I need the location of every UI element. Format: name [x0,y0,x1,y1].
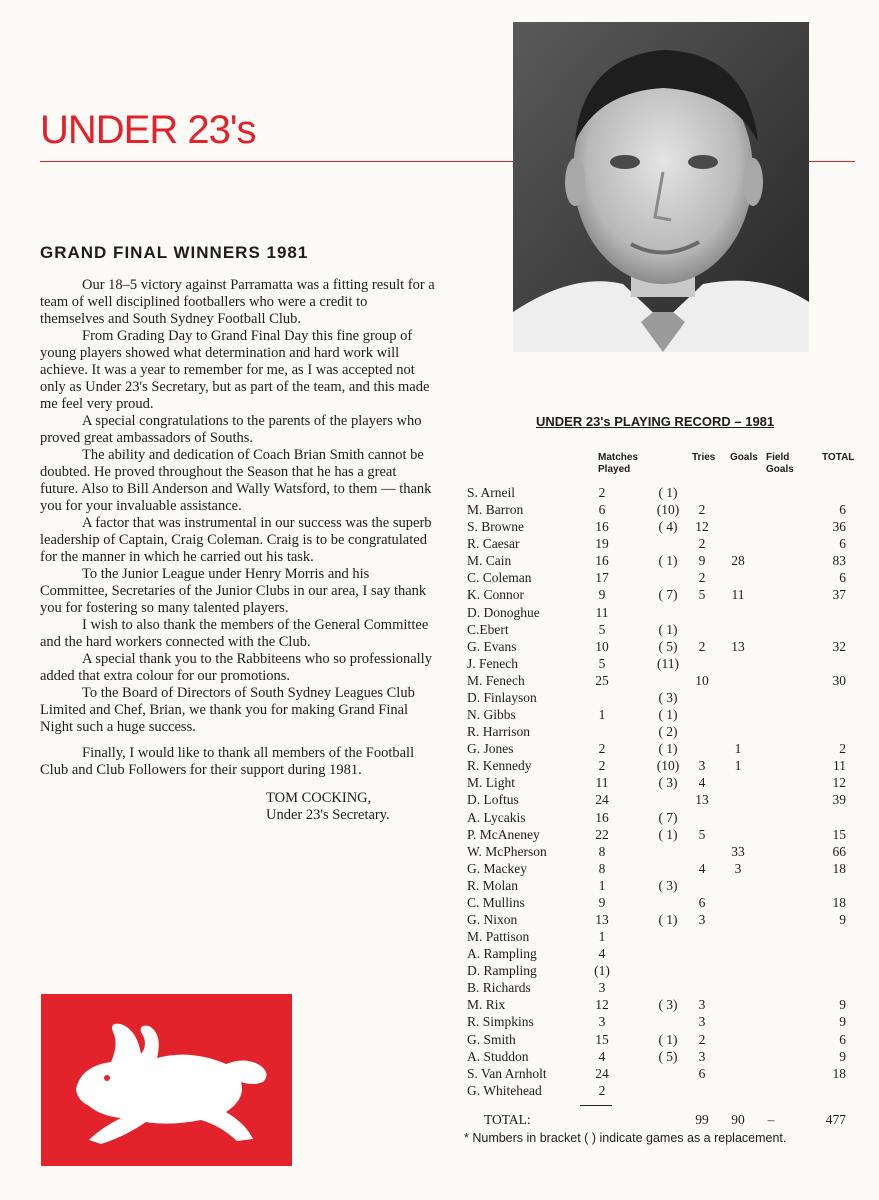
player-name: N. Gibbs [467,707,516,723]
goals: 28 [731,553,745,569]
tries: 6 [698,1065,706,1081]
totals-label: TOTAL: [484,1112,531,1127]
total-points: 18 [832,1065,846,1081]
total-points: 9 [839,997,846,1013]
table-row [0,1065,879,1082]
paragraph: A special congratulations to the parents of the players who proved great ambassadors of Souths. [40,413,422,446]
totals-tries: 99 [695,1112,709,1127]
col-head-field-line2: Goals [766,464,794,475]
matches-played: 9 [598,894,606,910]
matches-played: 4 [598,1048,606,1064]
table-row [0,621,879,638]
total-points: 18 [832,860,846,876]
col-head-field-goals [766,452,794,476]
table-row [0,655,879,672]
table-row [0,826,879,843]
replacement-games: ( 5) [658,638,678,654]
total-points: 9 [839,1014,846,1030]
matches-played: 11 [595,775,609,791]
total-points: 83 [832,553,846,569]
tries: 9 [698,553,706,569]
tries: 3 [698,912,706,927]
player-name: G. Jones [467,741,514,757]
replacement-games: ( 2) [658,724,678,740]
table-row [0,860,879,877]
goals: 1 [734,758,742,774]
matches-played: 1 [598,929,606,945]
matches-played: 1 [598,707,606,723]
total-points: 11 [833,758,846,774]
matches-played: 19 [595,536,609,552]
table-row [0,928,879,945]
tries: 5 [698,826,706,842]
replacement-games: ( 3) [658,689,678,705]
totals-row [0,1111,879,1128]
matches-played: 4 [598,946,606,962]
goals: 33 [731,843,745,859]
total-points: 30 [832,672,846,688]
replacement-games: ( 1) [658,621,678,637]
tries: 3 [698,758,706,774]
tries: 6 [698,894,706,910]
player-name: G. Mackey [467,860,527,876]
signature-name: TOM COCKING, [266,790,372,806]
total-points: 18 [832,894,846,910]
tries: 4 [698,775,706,791]
matches-played: 6 [598,502,606,518]
matches-played: 1 [598,877,606,893]
player-name: M. Barron [467,502,524,518]
tries: 4 [698,860,706,876]
matches-played: 25 [595,672,609,688]
table-row [0,501,879,518]
section-heading: GRAND FINAL WINNERS 1981 [40,243,309,262]
table-row [0,672,879,689]
total-points: 15 [832,826,846,842]
tries: 3 [698,1014,706,1030]
paragraph: I wish to also thank the members of the General Committee and the hard workers connected with the Club. [40,617,429,650]
total-points: 6 [839,536,846,552]
player-name: G. Whitehead [467,1082,542,1098]
goals: 13 [731,638,745,654]
footnote: * Numbers in bracket ( ) indicate games as a replacement. [464,1131,787,1145]
table-row [0,894,879,911]
tries: 3 [698,997,706,1013]
table-row [0,979,879,996]
player-name: S. Browne [467,519,524,535]
player-name: J. Fenech [467,655,518,671]
tries: 3 [698,1048,706,1064]
table-row [0,996,879,1013]
matches-played: 16 [595,553,609,569]
player-name: A. Lycakis [467,809,526,825]
tries: 2 [698,1031,706,1047]
matches-played: 24 [595,1065,609,1081]
player-name: C. Mullins [467,894,525,910]
table-row [0,945,879,962]
col-head-matches-line1: Matches [598,452,639,463]
replacement-games: ( 7) [658,809,678,825]
paragraph: Finally, I would like to thank all members of the Football Club and Club Followers for their support during 1981. [40,745,415,778]
replacement-games: ( 1) [658,741,678,757]
tries: 12 [695,519,709,535]
player-name: S. Van Arnholt [467,1065,547,1081]
table-row [0,809,879,826]
player-name: G. Evans [467,638,517,654]
table-row [0,774,879,791]
replacement-games: ( 1) [658,485,678,500]
paragraph: From Grading Day to Grand Final Day this fine group of young players showed what determination and hard work will achieve. It was a year to remember for me, as I was accepted not only as Under 23's Secretary, but as part of the team, and this made me feel very proud. [40,328,430,412]
paragraph: Our 18–5 victory against Parramatta was a fitting result for a team of well disciplined footballers who were a credit to themselves and South Sydney Football Club. [40,277,435,327]
totals-goals: 90 [731,1112,745,1127]
matches-played: 2 [598,758,606,774]
player-name: R. Simpkins [467,1014,534,1030]
table-row [0,1013,879,1030]
matches-played: 17 [595,570,609,586]
matches-played: 5 [598,655,606,671]
player-name: D. Loftus [467,792,519,808]
player-name: R. Kennedy [467,758,532,774]
col-head-matches [598,452,638,476]
paragraph: To the Board of Directors of South Sydney Leagues Club Limited and Chef, Brian, we thank you for making Grand Final Night such a huge success. [40,685,415,735]
tries: 10 [695,672,709,688]
table-row [0,1082,879,1099]
total-points: 32 [832,638,846,654]
table-row [0,843,879,860]
player-name: M. Rix [467,997,506,1013]
player-name: C.Ebert [467,621,509,637]
record-heading: UNDER 23's PLAYING RECORD – 1981 [536,414,775,429]
table-row [0,757,879,774]
replacement-games: (11) [657,655,679,671]
player-name: R. Caesar [467,536,520,552]
matches-played: 11 [595,604,609,620]
totals-field-goals: – [767,1112,775,1127]
page-title: UNDER 23's [40,108,256,152]
col-head-total: TOTAL [822,452,855,463]
table-row [0,586,879,603]
matches-played: 24 [595,792,609,808]
matches-played: 12 [595,997,609,1013]
matches-played: 3 [598,1014,606,1030]
player-name: W. McPherson [467,843,547,859]
player-name: M. Fenech [467,672,525,688]
matches-played: 16 [595,809,609,825]
replacement-games: ( 7) [658,587,678,603]
table-row [0,518,879,535]
total-points: 39 [832,792,846,808]
replacement-games: ( 4) [658,519,678,535]
table-row [0,723,879,740]
table-row [0,1048,879,1065]
table-row [0,604,879,621]
matches-played: 22 [595,826,609,842]
table-row [0,962,879,979]
player-name: G. Nixon [467,912,518,927]
player-name: B. Richards [467,980,531,996]
matches-played: 3 [598,980,606,996]
portrait-photo [513,22,809,352]
table-row [0,911,879,928]
replacement-games: ( 3) [658,775,678,791]
table-row [0,484,879,501]
col-head-tries: Tries [692,452,716,463]
matches-played: 16 [595,519,609,535]
paragraph: The ability and dedication of Coach Brian Smith cannot be doubted. He proved throughout the Season that he has a great future. Also to Bill Anderson and Wally Watsford, to them — thank you for your invaluable assistance. [40,447,432,514]
player-name: A. Rampling [467,946,537,962]
table-row [0,877,879,894]
replacement-games: ( 1) [658,553,678,569]
matches-played: 2 [598,741,606,757]
replacement-games: ( 1) [658,1031,678,1047]
table-row [0,638,879,655]
table-underline [580,1105,612,1106]
total-points: 66 [832,843,846,859]
replacement-games: ( 3) [658,877,678,893]
total-points: 2 [839,741,846,757]
tries: 2 [698,570,706,586]
total-points: 36 [832,519,846,535]
matches-played: 9 [598,587,606,603]
total-points: 9 [839,912,846,927]
matches-played: (1) [594,963,610,979]
totals-total: 477 [825,1112,846,1127]
table-row [0,1031,879,1048]
table-row [0,569,879,586]
player-name: K. Connor [467,587,524,603]
player-name: R. Harrison [467,724,530,740]
signature-role: Under 23's Secretary. [266,807,390,823]
replacement-games: ( 1) [658,707,678,723]
matches-played: 8 [598,860,606,876]
tries: 5 [698,587,706,603]
matches-played: 5 [598,621,606,637]
matches-played: 2 [598,485,606,500]
matches-played: 2 [598,1082,606,1098]
matches-played: 10 [595,638,609,654]
col-head-field-line1: Field [766,452,790,463]
player-name: S. Arneil [467,485,516,500]
player-name: R. Molan [467,877,519,893]
total-points: 6 [839,570,846,586]
table-row [0,740,879,757]
player-name: G. Smith [467,1031,516,1047]
table-row [0,535,879,552]
player-name: D. Donoghue [467,604,540,620]
player-name: M. Cain [467,553,512,569]
matches-played: 15 [595,1031,609,1047]
replacement-games: (10) [656,758,680,774]
total-points: 37 [832,587,846,603]
matches-played: 13 [595,912,609,927]
total-points: 9 [839,1048,846,1064]
player-name: P. McAneney [467,826,540,842]
matches-played: 8 [598,843,606,859]
player-name: M. Pattison [467,929,530,945]
replacement-games: ( 1) [658,826,678,842]
total-points: 6 [839,502,846,518]
total-points: 6 [839,1031,846,1047]
replacement-games: ( 3) [658,997,678,1013]
paragraph: A special thank you to the Rabbiteens who so professionally added that extra colour for our promotions. [40,651,432,684]
goals: 11 [731,587,745,603]
table-row [0,791,879,808]
replacement-games: ( 5) [658,1048,678,1064]
col-head-matches-line2: Played [598,464,631,475]
table-row [0,689,879,706]
paragraph: To the Junior League under Henry Morris and his Committee, Secretaries of the Junior Clubs in our area, I say thank you for fostering so many talented players. [40,566,427,616]
total-points: 12 [832,775,846,791]
replacement-games: (10) [656,502,680,518]
col-head-goals: Goals [730,452,758,463]
goals: 1 [734,741,742,757]
player-name: M. Light [467,775,516,791]
tries: 2 [698,638,706,654]
table-row [0,706,879,723]
goals: 3 [734,860,742,876]
player-name: A. Studdon [467,1048,529,1064]
replacement-games: ( 1) [658,912,678,927]
player-name: C. Coleman [467,570,532,586]
tries: 13 [695,792,709,808]
paragraph: A factor that was instrumental in our success was the superb leadership of Captain, Craig Coleman. Craig is to be congratulated for the manner in which he carried out his task. [40,515,432,565]
tries: 2 [698,502,706,518]
tries: 2 [698,536,706,552]
table-row [0,552,879,569]
player-name: D. Rampling [467,963,537,979]
player-name: D. Finlayson [467,689,537,705]
